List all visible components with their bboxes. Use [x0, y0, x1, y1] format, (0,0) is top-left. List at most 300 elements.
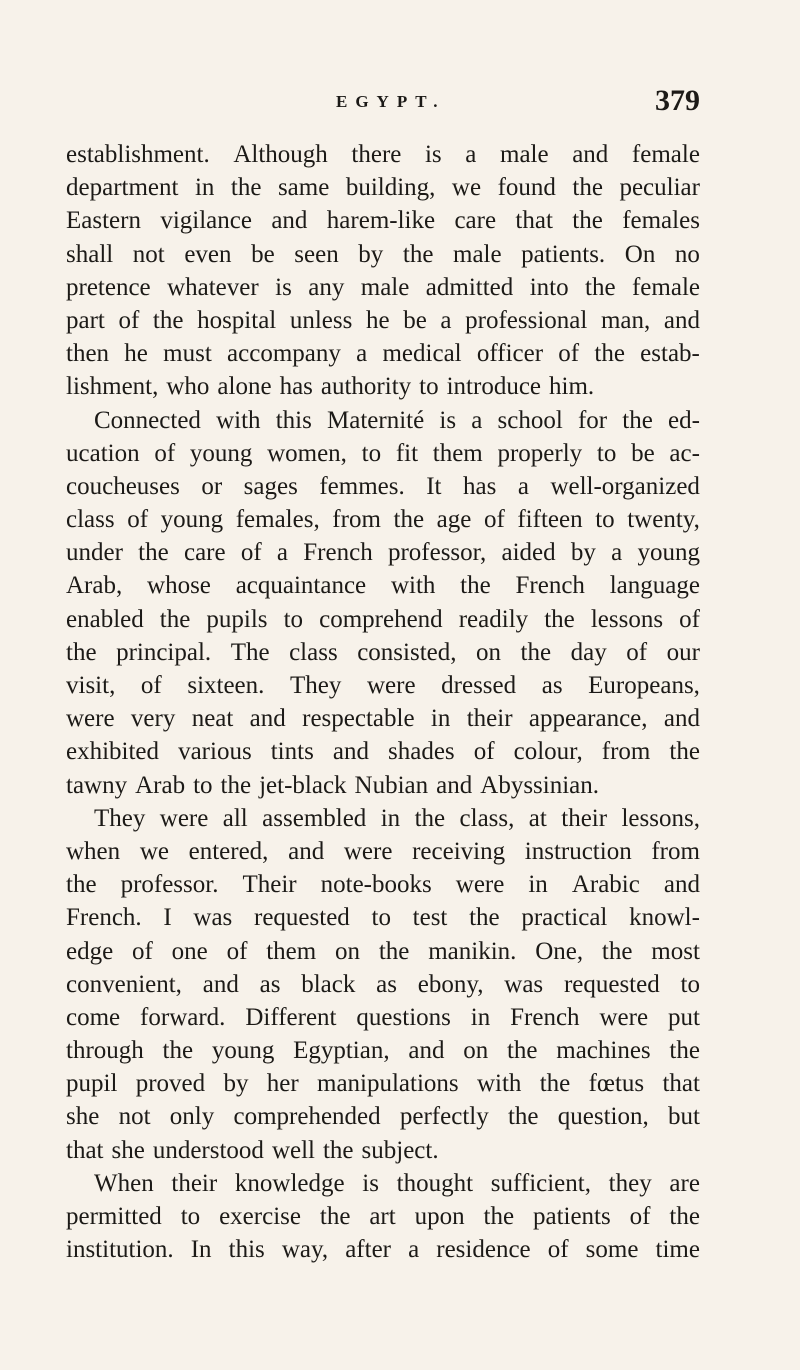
word: male	[453, 240, 502, 268]
word: tints	[270, 738, 314, 766]
word: sages	[243, 472, 298, 500]
word: in	[380, 804, 401, 832]
word: French.	[66, 904, 142, 932]
word: with	[390, 572, 436, 600]
word: through	[66, 1037, 144, 1065]
word: note-books	[320, 871, 432, 899]
word: Maternité	[327, 406, 425, 434]
word: the	[572, 174, 603, 202]
text-line	[66, 304, 700, 337]
word: edge	[66, 937, 114, 965]
word: questions	[356, 1003, 451, 1031]
word: residence	[436, 1236, 531, 1264]
word: instruction	[524, 837, 632, 865]
word: harem-like	[326, 207, 436, 235]
word: On	[624, 240, 656, 268]
word: a	[356, 340, 368, 368]
word: sixteen.	[187, 672, 265, 699]
text-line	[66, 935, 700, 968]
word: medical	[382, 340, 462, 368]
word: exercise	[219, 1203, 301, 1230]
word: institution.	[66, 1236, 174, 1264]
word: class	[66, 506, 115, 534]
word: Connected	[94, 406, 201, 434]
word: to	[361, 439, 382, 467]
word: fœtus	[588, 1070, 645, 1098]
word: the	[572, 207, 603, 235]
word: the	[378, 937, 410, 965]
word: and	[408, 1037, 445, 1065]
word: the	[319, 1203, 351, 1230]
word: the	[539, 1070, 571, 1098]
word: no	[674, 240, 700, 268]
word: on	[463, 1037, 489, 1065]
word: comprehend	[319, 605, 443, 633]
text-line	[66, 1167, 700, 1200]
word: pupils	[206, 605, 268, 633]
word: aided	[501, 539, 556, 567]
word: requested	[254, 904, 350, 932]
word: the	[520, 638, 552, 666]
word: is	[439, 406, 457, 434]
word: but	[668, 1103, 700, 1131]
word: their	[466, 705, 513, 733]
text-line	[66, 1134, 700, 1167]
word: at	[528, 804, 547, 832]
word: professor.	[120, 871, 219, 899]
word: a	[276, 539, 289, 567]
word: and	[436, 771, 473, 799]
word: with	[476, 1070, 522, 1098]
word: establishment.	[66, 141, 210, 168]
word: as	[376, 970, 397, 998]
word: Arab	[135, 771, 186, 799]
word: be	[403, 306, 427, 334]
text-line	[66, 835, 700, 868]
word: young	[160, 506, 224, 534]
word: the	[230, 174, 262, 202]
word: to	[371, 904, 391, 932]
word: very	[130, 705, 176, 733]
word: a	[440, 306, 452, 334]
word: the	[414, 804, 446, 832]
word: for	[577, 406, 608, 434]
word: appearance,	[528, 705, 648, 733]
text-line	[66, 735, 700, 768]
word: their	[171, 1169, 218, 1197]
text-line	[66, 138, 700, 171]
word: into	[529, 273, 569, 301]
word: pretence	[66, 273, 151, 301]
word: convenient,	[66, 970, 182, 998]
word: and	[249, 705, 286, 733]
word: the	[159, 605, 191, 633]
word: of	[132, 937, 153, 965]
word: of	[679, 605, 700, 633]
word: were	[159, 804, 209, 832]
word: were	[599, 1003, 649, 1031]
word: young	[189, 439, 253, 467]
text-line	[66, 603, 700, 636]
word: on	[335, 937, 361, 965]
text-line	[66, 1001, 700, 1034]
word: ac-	[669, 439, 700, 467]
word: was	[504, 970, 544, 998]
word: class,	[459, 804, 515, 832]
word: tawny	[66, 771, 128, 799]
word: and	[663, 306, 700, 334]
word: officer	[476, 340, 544, 368]
word: twenty,	[627, 506, 700, 534]
word: and	[332, 738, 369, 766]
word: male	[360, 273, 410, 301]
word: female	[631, 273, 700, 301]
word: Arabic	[571, 871, 640, 899]
word: Although	[233, 141, 328, 168]
word: of	[140, 672, 162, 699]
word: part	[66, 306, 105, 334]
word: were	[455, 871, 505, 899]
word: to	[596, 439, 617, 467]
word: ebony,	[417, 970, 484, 998]
word: male	[500, 141, 549, 168]
word: upon	[414, 1203, 465, 1230]
word: who	[166, 373, 210, 401]
word: we	[451, 174, 482, 202]
word: of	[240, 539, 262, 567]
word: to	[595, 506, 615, 534]
text-line	[66, 769, 700, 802]
word: this	[275, 406, 312, 434]
word: neat	[191, 705, 234, 733]
word: language	[609, 572, 700, 600]
word: patients.	[521, 240, 606, 268]
word: building,	[345, 174, 436, 202]
text-line	[66, 204, 700, 237]
word: of	[226, 937, 248, 965]
word: care	[454, 207, 497, 235]
word: well-organized	[550, 472, 700, 500]
word: the	[669, 1037, 700, 1065]
text-line	[66, 503, 700, 536]
word: lishment,	[66, 373, 159, 401]
word: It	[426, 472, 442, 500]
word: In	[190, 1236, 212, 1264]
word: One,	[535, 937, 584, 965]
word: way,	[281, 1236, 329, 1264]
text-line	[66, 404, 700, 437]
word: that	[515, 207, 553, 235]
word: by	[570, 539, 596, 567]
word: of	[547, 1236, 569, 1264]
text-line	[66, 437, 700, 470]
word: time	[655, 1236, 700, 1264]
word: shall	[66, 240, 114, 268]
word: black	[301, 970, 356, 998]
word: ucation	[66, 439, 140, 467]
word: the	[469, 904, 500, 932]
word: comprehended	[233, 1103, 381, 1131]
word: she	[66, 1103, 100, 1131]
word: the	[393, 506, 425, 534]
word: of	[626, 638, 648, 666]
word: I	[163, 904, 172, 932]
text-line	[66, 271, 700, 304]
word: age	[436, 506, 472, 534]
word: question,	[557, 1103, 649, 1131]
word: of	[118, 306, 140, 334]
word: of	[473, 738, 495, 766]
page-number: 379	[655, 84, 700, 117]
word: estab-	[640, 340, 700, 368]
word: put	[667, 1003, 700, 1031]
word: a	[408, 1236, 420, 1264]
word: by	[358, 240, 384, 268]
text-line	[66, 1233, 700, 1266]
text-line	[66, 1067, 700, 1100]
word: he	[124, 340, 148, 368]
word: Eastern	[66, 207, 141, 235]
word: them	[432, 439, 483, 467]
word: we	[139, 837, 169, 865]
word: come	[66, 1003, 121, 1031]
word: are	[669, 1169, 700, 1197]
word: then	[66, 340, 110, 368]
word: the	[506, 1037, 538, 1065]
word: to	[180, 1203, 201, 1230]
word: machines	[556, 1037, 651, 1065]
running-head	[66, 84, 700, 120]
word: is	[275, 273, 292, 301]
text-line	[66, 569, 700, 602]
word: properly	[497, 439, 583, 467]
word: and	[271, 207, 308, 235]
word: lessons,	[621, 804, 700, 832]
word: enabled	[66, 605, 144, 633]
text-line	[66, 968, 700, 1001]
word: the	[585, 273, 616, 301]
word: fit	[395, 439, 419, 467]
word: principal.	[116, 638, 212, 666]
word: visit,	[66, 672, 116, 699]
word: a	[465, 141, 477, 168]
word: were	[366, 672, 416, 699]
word: and	[663, 705, 700, 733]
word: women,	[267, 439, 347, 467]
word: alone	[217, 373, 272, 401]
word: by	[223, 1070, 249, 1098]
word: care	[183, 539, 226, 567]
word: and	[202, 970, 239, 998]
word: accompany	[227, 340, 341, 368]
word: or	[201, 472, 223, 500]
word: the	[601, 937, 633, 965]
word: They	[94, 804, 146, 832]
word: female	[631, 141, 700, 168]
word: a	[517, 472, 529, 500]
word: shades	[388, 738, 455, 766]
word: all	[222, 804, 248, 832]
word: females	[622, 207, 700, 235]
word: jet-black	[259, 771, 347, 799]
text-line	[66, 536, 700, 569]
body-text	[66, 138, 700, 1266]
word: the	[66, 871, 97, 899]
word: in	[470, 1003, 491, 1031]
word: thought	[396, 1169, 474, 1197]
word: has	[279, 373, 313, 401]
word: forward.	[140, 1003, 226, 1031]
word: the	[322, 1136, 354, 1164]
word: subject.	[361, 1136, 439, 1164]
word: professional	[465, 306, 588, 334]
word: French	[303, 539, 373, 567]
word: on	[476, 638, 502, 666]
word: is	[424, 141, 442, 168]
word: that	[662, 1070, 700, 1098]
word: this	[228, 1236, 265, 1264]
word: introduce	[446, 373, 542, 401]
word: ed-	[668, 406, 700, 434]
word: knowl-	[629, 904, 700, 932]
word: respectable	[302, 705, 415, 733]
word: after	[345, 1236, 391, 1264]
word: sufficient,	[490, 1169, 591, 1197]
word: whatever	[167, 273, 259, 301]
word: them	[266, 937, 317, 965]
word: as	[259, 970, 281, 998]
word: from	[601, 738, 651, 766]
word: a	[611, 539, 623, 567]
text-line	[66, 370, 700, 403]
word: well	[271, 1136, 315, 1164]
word: fifteen	[517, 506, 583, 534]
word: various	[178, 738, 252, 766]
word: only	[169, 1103, 215, 1131]
word: exhibited	[66, 738, 160, 766]
word: found	[497, 174, 556, 202]
word: even	[184, 240, 232, 268]
word: to	[419, 373, 439, 401]
word: the	[66, 638, 97, 666]
word: her	[266, 1070, 299, 1098]
word: Their	[242, 871, 297, 899]
word: was	[193, 904, 233, 932]
word: the	[669, 738, 700, 766]
word: Arab,	[66, 572, 123, 600]
text-line	[66, 901, 700, 934]
word: Nubian	[354, 771, 429, 799]
word: with	[216, 406, 261, 434]
word: there	[351, 141, 402, 168]
word: under	[66, 539, 123, 567]
word: receiving	[412, 837, 506, 865]
word: any	[308, 273, 345, 301]
word: manipulations	[317, 1070, 459, 1098]
word: art	[369, 1203, 396, 1230]
word: entered,	[188, 837, 269, 865]
word: as	[541, 672, 563, 699]
word: the	[669, 1203, 700, 1230]
text-line	[66, 636, 700, 669]
word: readily	[458, 605, 529, 633]
word: peculiar	[619, 174, 700, 202]
word: proved	[135, 1070, 206, 1098]
word: consisted,	[357, 638, 457, 666]
word: When	[94, 1169, 154, 1197]
word: hospital	[197, 306, 277, 334]
word: the	[162, 1037, 194, 1065]
word: were	[343, 837, 393, 865]
word: must	[163, 340, 212, 368]
word: day	[570, 638, 607, 666]
word: is	[362, 1169, 379, 1197]
word: professor,	[387, 539, 487, 567]
word: permitted	[66, 1203, 162, 1230]
word: she	[111, 1136, 145, 1164]
word: one	[171, 937, 208, 965]
word: the	[460, 572, 491, 600]
word: coucheuses	[66, 472, 180, 500]
word: class	[289, 638, 338, 666]
word: the	[622, 406, 653, 434]
word: Different	[245, 1003, 337, 1031]
word: Egyptian,	[293, 1037, 390, 1065]
word: that	[66, 1136, 104, 1164]
word: the	[138, 539, 169, 567]
word: young	[637, 539, 700, 567]
word: femmes.	[319, 472, 405, 500]
word: of	[558, 340, 580, 368]
text-line	[66, 669, 700, 702]
word: Europeans,	[588, 672, 700, 699]
word: test	[412, 904, 448, 932]
text-line	[66, 337, 700, 370]
word: vigilance	[160, 207, 252, 235]
word: the	[152, 306, 184, 334]
text-line	[66, 802, 700, 835]
text-line	[66, 702, 700, 735]
word: in	[528, 871, 548, 899]
word: authority	[320, 373, 412, 401]
running-title: EGYPT.	[336, 92, 446, 111]
word: him.	[549, 373, 595, 401]
word: of	[154, 439, 176, 467]
text-line	[66, 1100, 700, 1133]
word: acquaintance	[235, 572, 367, 600]
word: and	[663, 871, 700, 899]
word: he	[365, 306, 390, 334]
word: requested	[563, 970, 660, 998]
word: to	[283, 605, 304, 633]
word: in	[430, 705, 451, 733]
word: be	[251, 240, 275, 268]
word: lessons	[590, 605, 664, 633]
word: practical	[521, 904, 608, 932]
word: young	[211, 1037, 275, 1065]
word: understood	[152, 1136, 264, 1164]
word: of	[127, 506, 149, 534]
word: be	[631, 439, 655, 467]
word: French	[510, 1003, 580, 1031]
word: perfectly	[399, 1103, 489, 1131]
word: dressed	[441, 672, 517, 699]
word: manikin.	[428, 937, 517, 965]
word: man,	[600, 306, 651, 334]
word: in	[194, 174, 215, 202]
word: unless	[289, 306, 353, 334]
word: of	[483, 506, 505, 534]
